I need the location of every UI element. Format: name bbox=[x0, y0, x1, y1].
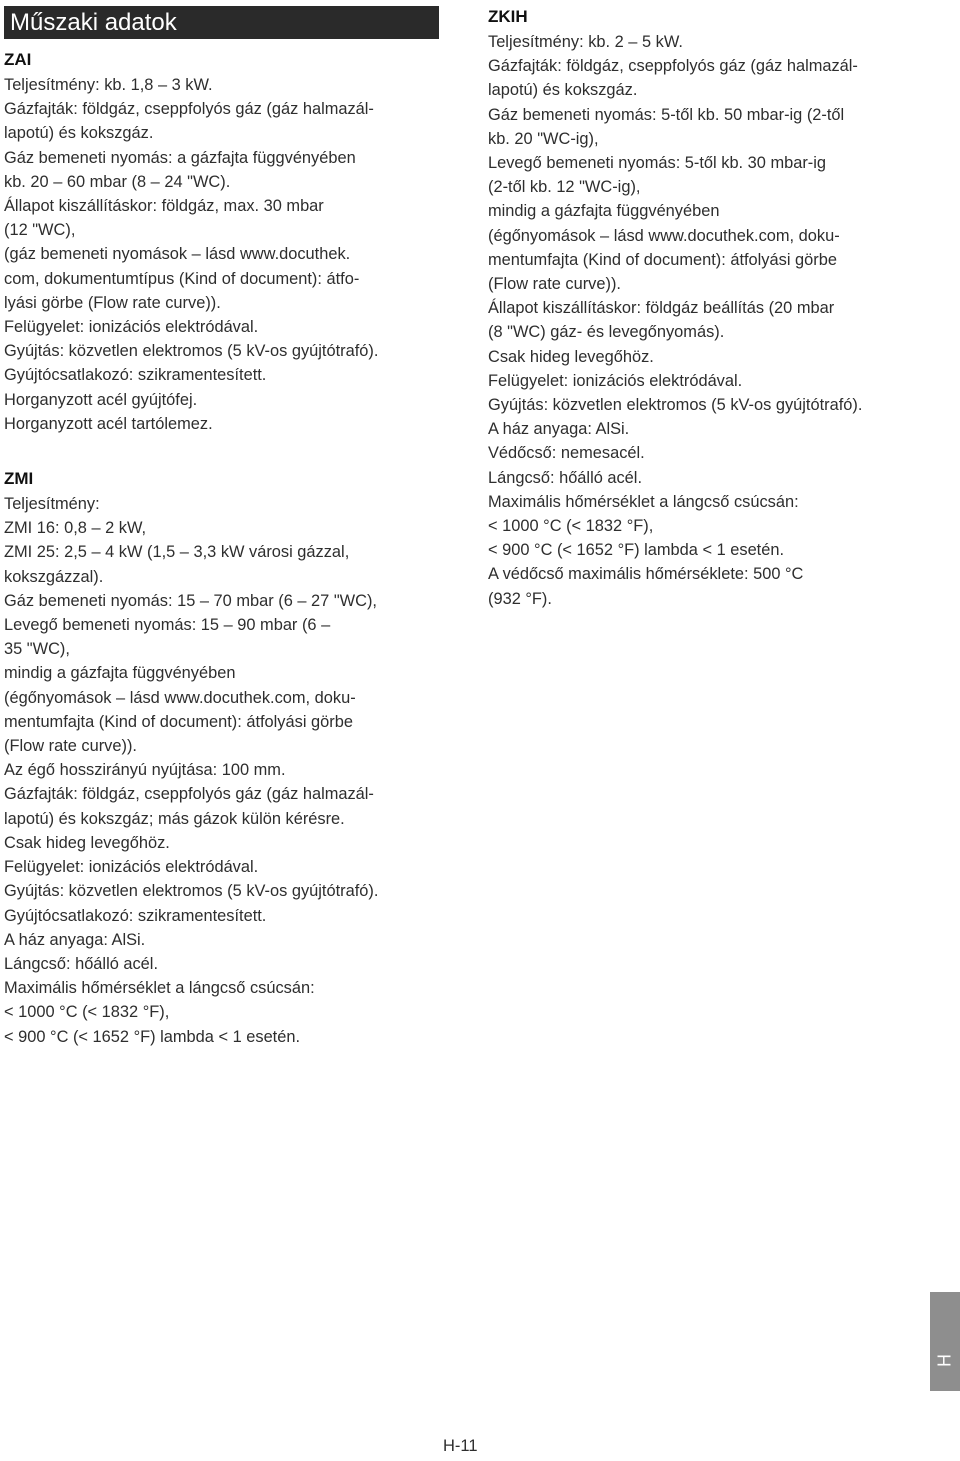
text-line: Gyújtás: közvetlen elektromos (5 kV-os gyújtótrafó). bbox=[4, 342, 379, 361]
section-body-zmi bbox=[4, 492, 450, 1049]
text-line: ZMI 25: 2,5 – 4 kW (1,5 – 3,3 kW városi gázzal, bbox=[4, 543, 350, 562]
text-line: (8 "WC) gáz- és levegőnyomás). bbox=[488, 323, 725, 342]
section-title-zmi: ZMI bbox=[4, 469, 34, 489]
page-title: Műszaki adatok bbox=[4, 6, 439, 39]
text-line: Csak hideg levegőhöz. bbox=[4, 833, 170, 852]
text-line: Maximális hőmérséklet a lángcső csúcsán: bbox=[488, 492, 799, 511]
text-line: A védőcső maximális hőmérséklete: 500 °C bbox=[488, 565, 804, 584]
text-line: lapotú) és kokszgáz. bbox=[4, 124, 154, 143]
text-line: Gyújtócsatlakozó: szikramentesített. bbox=[4, 366, 267, 385]
text-line: Levegő bemeneti nyomás: 15 – 90 mbar (6 – bbox=[4, 616, 331, 635]
left-column bbox=[4, 47, 450, 1049]
text-line: mindig a gázfajta függvényében bbox=[4, 664, 236, 683]
text-line: 35 "WC), bbox=[4, 640, 70, 659]
text-line: mentumfajta (Kind of document): átfolyási görbe bbox=[488, 250, 837, 269]
text-line: < 900 °C (< 1652 °F) lambda < 1 esetén. bbox=[488, 541, 785, 560]
text-line: Levegő bemeneti nyomás: 5-től kb. 30 mbar-ig bbox=[488, 154, 827, 173]
text-line: Gázfajták: földgáz, cseppfolyós gáz (gáz halmazál- bbox=[4, 785, 374, 804]
text-line: (égőnyomások – lásd www.docuthek.com, doku- bbox=[4, 688, 356, 707]
section-zkih bbox=[488, 4, 938, 611]
text-line: Teljesítmény: kb. 1,8 – 3 kW. bbox=[4, 76, 213, 94]
side-tab-letter: H bbox=[934, 1354, 955, 1367]
text-line: (12 "WC), bbox=[4, 221, 76, 240]
section-spacer bbox=[4, 436, 450, 466]
text-line: Horganyzott acél tartólemez. bbox=[4, 414, 213, 433]
text-line: < 1000 °C (< 1832 °F), bbox=[4, 1003, 170, 1022]
section-body-zkih bbox=[488, 30, 938, 611]
right-column bbox=[488, 4, 938, 611]
text-line: kb. 20 "WC-ig), bbox=[488, 129, 599, 148]
text-line: Felügyelet: ionizációs elektródával. bbox=[4, 858, 259, 877]
text-line: Gázfajták: földgáz, cseppfolyós gáz (gáz halmazál- bbox=[4, 100, 374, 119]
text-line: Teljesítmény: bbox=[4, 495, 100, 514]
section-body-zai bbox=[4, 73, 450, 436]
text-line: Gyújtócsatlakozó: szikramentesített. bbox=[4, 906, 267, 925]
text-line: A ház anyaga: AlSi. bbox=[4, 930, 146, 949]
text-line: ZMI 16: 0,8 – 2 kW, bbox=[4, 519, 147, 538]
text-line: Csak hideg levegőhöz. bbox=[488, 347, 654, 366]
text-line: Gáz bemeneti nyomás: 5-től kb. 50 mbar-ig (2-től bbox=[488, 105, 845, 124]
text-line: kb. 20 – 60 mbar (8 – 24 "WC). bbox=[4, 172, 231, 191]
text-line: (Flow rate curve)). bbox=[4, 737, 137, 756]
text-line: kokszgázzal). bbox=[4, 567, 104, 586]
text-line: (2-től kb. 12 "WC-ig), bbox=[488, 178, 641, 197]
text-line: lapotú) és kokszgáz; más gázok külön kérésre. bbox=[4, 809, 345, 828]
text-line: com, dokumentumtípus (Kind of document): átfo- bbox=[4, 269, 360, 288]
text-line: Felügyelet: ionizációs elektródával. bbox=[488, 371, 743, 390]
section-title-zkih: ZKIH bbox=[488, 7, 528, 26]
text-line: Gyújtás: közvetlen elektromos (5 kV-os gyújtótrafó). bbox=[488, 396, 863, 415]
section-zai bbox=[4, 47, 450, 436]
text-line: Gáz bemeneti nyomás: 15 – 70 mbar (6 – 27 "WC), bbox=[4, 591, 377, 610]
text-line: < 1000 °C (< 1832 °F), bbox=[488, 517, 654, 536]
text-line: Gáz bemeneti nyomás: a gázfajta függvényében bbox=[4, 148, 356, 167]
page-number: H-11 bbox=[443, 1437, 478, 1455]
text-line: lyási görbe (Flow rate curve)). bbox=[4, 293, 221, 312]
text-line: Teljesítmény: kb. 2 – 5 kW. bbox=[488, 33, 683, 51]
text-line: Gázfajták: földgáz, cseppfolyós gáz (gáz halmazál- bbox=[488, 57, 858, 76]
text-line: Maximális hőmérséklet a lángcső csúcsán: bbox=[4, 979, 315, 998]
text-line: mindig a gázfajta függvényében bbox=[488, 202, 720, 221]
text-line: Állapot kiszállításkor: földgáz beállítás (20 mbar bbox=[488, 299, 835, 318]
text-line: (gáz bemeneti nyomások – lásd www.docuthek. bbox=[4, 245, 351, 264]
text-line: Gyújtás: közvetlen elektromos (5 kV-os gyújtótrafó). bbox=[4, 882, 379, 901]
text-line: A ház anyaga: AlSi. bbox=[488, 420, 630, 439]
text-line: lapotú) és kokszgáz. bbox=[488, 81, 638, 100]
text-line: mentumfajta (Kind of document): átfolyási görbe bbox=[4, 712, 353, 731]
text-line: (932 °F). bbox=[488, 589, 552, 608]
text-line: (Flow rate curve)). bbox=[488, 275, 621, 294]
text-line: Felügyelet: ionizációs elektródával. bbox=[4, 318, 259, 337]
text-line: Védőcső: nemesacél. bbox=[488, 444, 645, 463]
text-line: Lángcső: hőálló acél. bbox=[4, 954, 158, 973]
section-zmi bbox=[4, 466, 450, 1049]
text-line: < 900 °C (< 1652 °F) lambda < 1 esetén. bbox=[4, 1027, 301, 1046]
text-line: Az égő hosszirányú nyújtása: 100 mm. bbox=[4, 761, 286, 780]
section-title-zai: ZAI bbox=[4, 50, 32, 69]
text-line: Állapot kiszállításkor: földgáz, max. 30 mbar bbox=[4, 197, 324, 216]
text-line: (égőnyomások – lásd www.docuthek.com, doku- bbox=[488, 226, 840, 245]
text-line: Lángcső: hőálló acél. bbox=[488, 468, 642, 487]
language-side-tab bbox=[930, 1292, 960, 1391]
text-line: Horganyzott acél gyújtófej. bbox=[4, 390, 198, 409]
